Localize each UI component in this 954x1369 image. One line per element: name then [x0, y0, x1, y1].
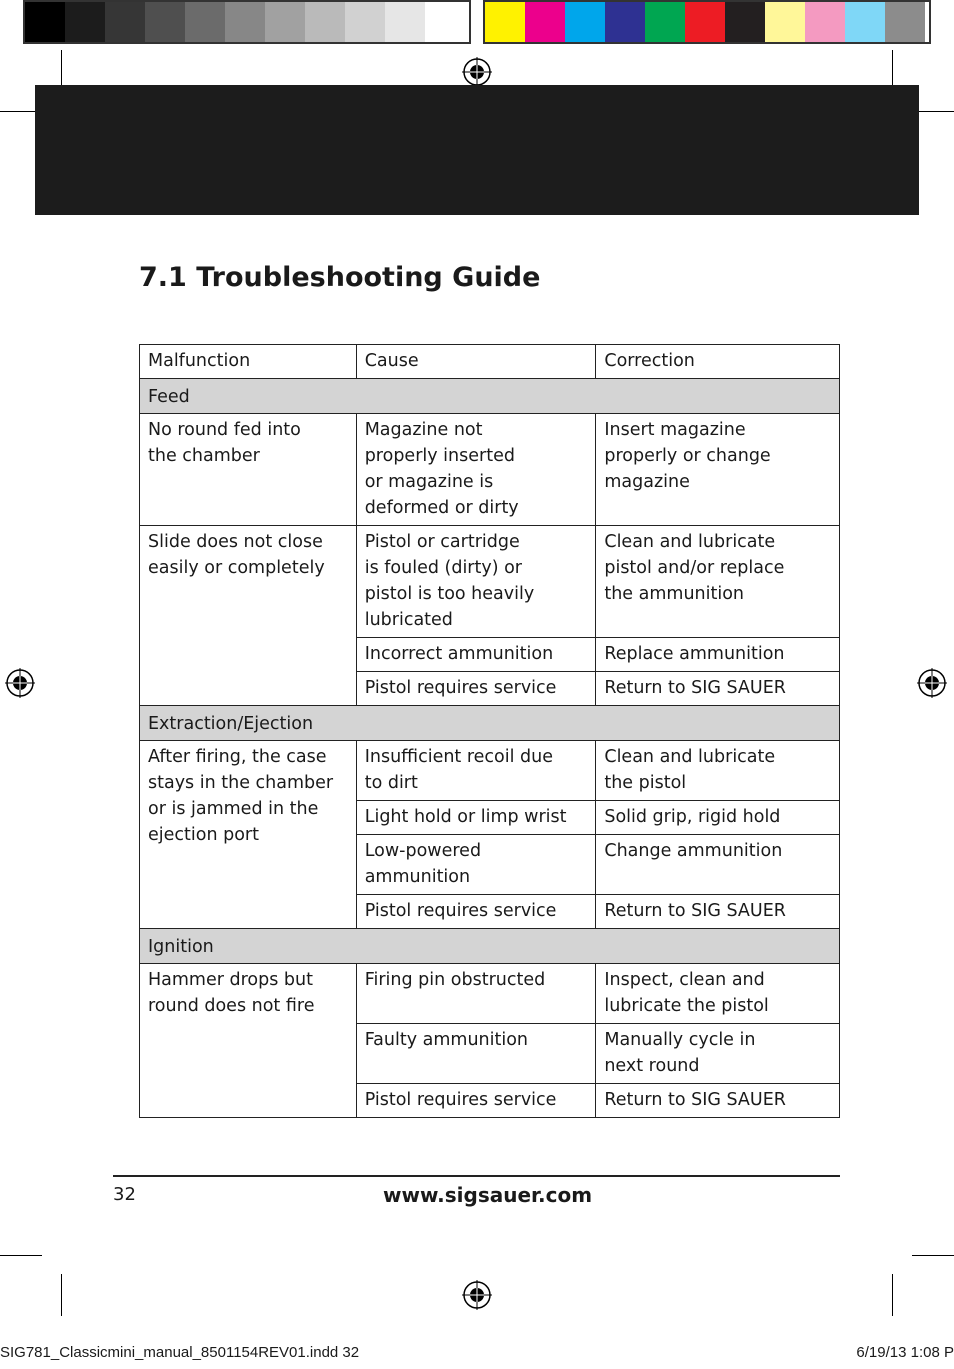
section-ignition: Ignition [140, 929, 840, 964]
correction-cell: Return to SIG SAUER [596, 672, 840, 706]
table-row [140, 964, 840, 1024]
color-swatch [765, 2, 805, 42]
registration-mark-icon [462, 57, 492, 87]
gray-swatch [65, 2, 105, 42]
section-row [140, 929, 840, 964]
color-swatch [885, 2, 925, 42]
gray-swatch [105, 2, 145, 42]
header-correction: Correction [596, 345, 840, 379]
color-swatch [605, 2, 645, 42]
page-title: 7.1 Troubleshooting Guide [139, 262, 541, 293]
correction-cell: Return to SIG SAUER [596, 895, 840, 929]
gray-swatch [185, 2, 225, 42]
malfunction-cell: After firing, the case stays in the chamber or is jammed in the ejection port [140, 741, 357, 929]
gray-swatch [345, 2, 385, 42]
cause-cell: Light hold or limp wrist [356, 801, 596, 835]
correction-cell: Replace ammunition [596, 638, 840, 672]
process-color-bar [483, 0, 931, 44]
malfunction-cell: No round fed into the chamber [140, 414, 357, 526]
color-swatch [685, 2, 725, 42]
header-cause: Cause [356, 345, 596, 379]
section-feed: Feed [140, 379, 840, 414]
color-swatch [725, 2, 765, 42]
color-swatch [845, 2, 885, 42]
header-band [35, 85, 919, 215]
registration-mark-icon [917, 668, 947, 698]
malfunction-cell: Hammer drops but round does not fire [140, 964, 357, 1118]
table-header-row [140, 345, 840, 379]
gray-swatch [305, 2, 345, 42]
correction-cell: Clean and lubricate pistol and/or replace the ammunition [596, 526, 840, 638]
registration-mark-icon [5, 668, 35, 698]
gray-swatch [425, 2, 465, 42]
troubleshooting-table [139, 344, 840, 1118]
table-row [140, 526, 840, 638]
cause-cell: Pistol or cartridge is fouled (dirty) or pistol is too heavily lubricated [356, 526, 596, 638]
gray-swatch [265, 2, 305, 42]
crop-mark [61, 1274, 62, 1316]
color-swatch [565, 2, 605, 42]
cause-cell: Faulty ammunition [356, 1024, 596, 1084]
cause-cell: Incorrect ammunition [356, 638, 596, 672]
crop-mark [892, 1274, 893, 1316]
color-swatch [525, 2, 565, 42]
cause-cell: Low-powered ammunition [356, 835, 596, 895]
correction-cell: Inspect, clean and lubricate the pistol [596, 964, 840, 1024]
gray-swatch [385, 2, 425, 42]
section-extraction: Extraction/Ejection [140, 706, 840, 741]
website-url: www.sigsauer.com [383, 1183, 593, 1207]
table-row [140, 414, 840, 526]
section-row [140, 706, 840, 741]
cause-cell: Pistol requires service [356, 895, 596, 929]
correction-cell: Return to SIG SAUER [596, 1084, 840, 1118]
grayscale-color-bar [23, 0, 471, 44]
color-swatch [645, 2, 685, 42]
cause-cell: Magazine not properly inserted or magazine is deformed or dirty [356, 414, 596, 526]
crop-mark [912, 1255, 954, 1256]
footer-rule [113, 1175, 840, 1177]
color-swatch [805, 2, 845, 42]
table-row [140, 741, 840, 801]
cause-cell: Firing pin obstructed [356, 964, 596, 1024]
correction-cell: Clean and lubricate the pistol [596, 741, 840, 801]
gray-swatch [145, 2, 185, 42]
correction-cell: Change ammunition [596, 835, 840, 895]
registration-mark-icon [462, 1280, 492, 1310]
correction-cell: Insert magazine properly or change magazine [596, 414, 840, 526]
header-malfunction: Malfunction [140, 345, 357, 379]
cause-cell: Pistol requires service [356, 672, 596, 706]
gray-swatch [225, 2, 265, 42]
page-number: 32 [113, 1184, 136, 1205]
print-slug-date: 6/19/13 1:08 P [856, 1344, 954, 1361]
malfunction-cell: Slide does not close easily or completely [140, 526, 357, 706]
cause-cell: Pistol requires service [356, 1084, 596, 1118]
correction-cell: Manually cycle in next round [596, 1024, 840, 1084]
cause-cell: Insufficient recoil due to dirt [356, 741, 596, 801]
gray-swatch [25, 2, 65, 42]
color-swatch [485, 2, 525, 42]
crop-mark [0, 1255, 42, 1256]
section-row [140, 379, 840, 414]
correction-cell: Solid grip, rigid hold [596, 801, 840, 835]
print-slug-file: SIG781_Classicmini_manual_8501154REV01.indd 32 [0, 1344, 360, 1361]
